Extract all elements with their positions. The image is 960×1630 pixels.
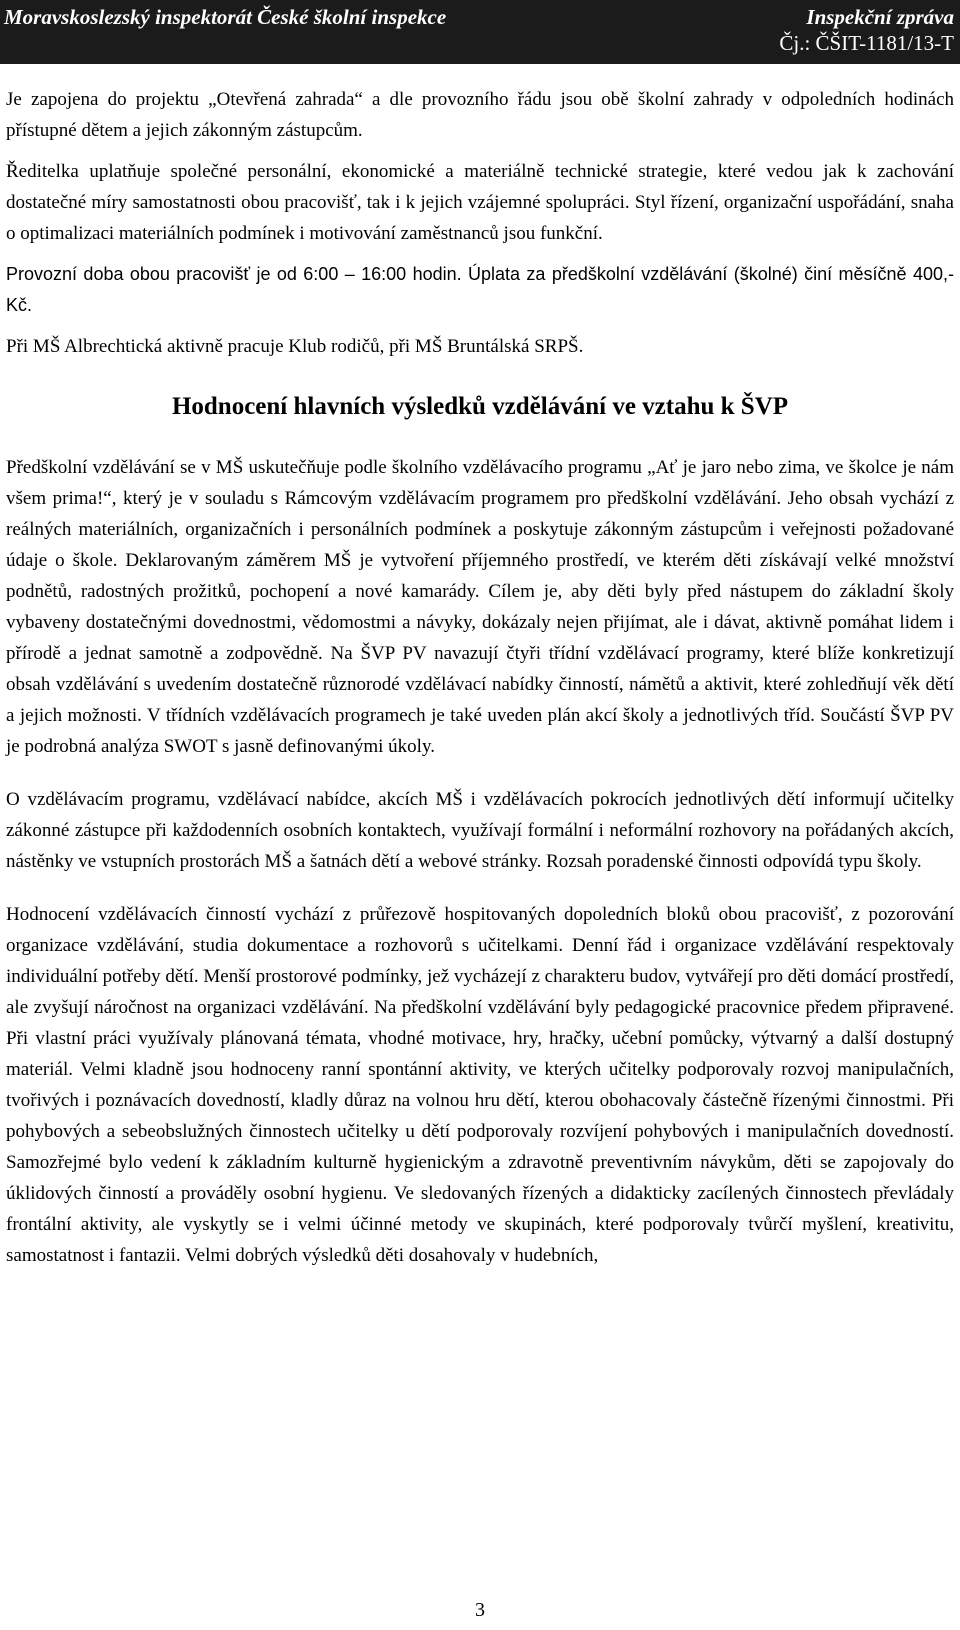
- header-right-block: [779, 4, 954, 56]
- paragraph-main-1: Předškolní vzdělávání se v MŠ uskutečňuje podle školního vzdělávacího programu „Ať je jaro nebo zima, ve školce je nám všem prima!“, který je v souladu s Rámcovým vzdělávacím programem pro předškolní vzdělávání. Jeho obsah vychází z reálných materiálních, organizačních i personálních podmínek a poskytuje zákonným zástupcům i veřejnosti požadované údaje o škole. Deklarovaným záměrem MŠ je vytvoření příjemného prostředí, ve kterém děti získávají velké množství podnětů, radostných prožitků, pochopení a nové kamarády. Cílem je, aby děti byly před nástupem do základní školy vybaveny dostatečnými dovednostmi, vědomostmi a návyky, dokázaly nejen přijímat, ale i dávat, aktivně pomáhat lidem i přírodě a jednat samotně a zodpovědně. Na ŠVP PV navazují čtyři třídní vzdělávací programy, které blíže konkretizují obsah vzdělávání s uvedením dostatečně různorodé vzdělávací nabídky činností, námětů a aktivit, které zohledňují věk dětí a jejich možnosti. V třídních vzdělávacích programech je také uveden plán akcí školy a jednotlivých tříd. Součástí ŠVP PV je podrobná analýza SWOT s jasně definovanými úkoly.: [6, 457, 954, 757]
- section-title: Hodnocení hlavních výsledků vzdělávání ve vztahu k ŠVP: [171, 393, 789, 420]
- header-reference: Čj.: ČŠIT-1181/13-T: [779, 31, 954, 55]
- document-body: [6, 84, 954, 1281]
- paragraph-main-3: Hodnocení vzdělávacích činností vychází z průřezově hospitovaných dopoledních bloků obou pracovišť, z pozorování organizace vzdělávání, studia dokumentace a rozhovorů s učitelkami. Denní řád i organizace vzdělávání respektovaly individuální potřeby dětí. Menší prostorové podmínky, jež vycházejí z charakteru budov, vytvářejí pro děti domácí prostředí, ale zvyšují náročnost na organizaci vzdělávání. Na předškolní vzdělávání byly pedagogické pracovnice předem připravené. Při vlastní práci využívaly plánovaná témata, vhodné motivace, hry, hračky, učební pomůcky, výtvarný a další dostupný materiál. Velmi kladně jsou hodnoceny ranní spontánní aktivity, ve kterých učitelky podporovaly rozvoj manipulačních, tvořivých i poznávacích dovedností, kladly důraz na volnou hru dětí, kterou obohacovaly částečně řízenými činnostmi. Při pohybových a sebeobslužných činnostech učitelky u dětí podporovaly rozvíjení pohybových i manipulačních dovedností. Samozřejmé bylo vedení k základním kulturně hygienickým a zdravotně preventivním návykům, děti se zapojovaly do úklidových činností a prováděly osobní hygienu. Ve sledovaných řízených a didakticky zacílených činnostech převládaly frontální aktivity, ale vyskytly se i velmi účinné metody ve skupinách, které podporovaly tvůrčí myšlení, kreativitu, samostatnost i fantazii. Velmi dobrých výsledků děti dosahovaly v hudebních,: [6, 904, 954, 1266]
- header-doc-type: Inspekční zpráva: [806, 5, 954, 29]
- paragraph-intro-2: Ředitelka uplatňuje společné personální, ekonomické a materiálně technické strategie, které vedou jak k zachování dostatečné míry samostatnosti obou pracovišť, tak i k jejich vzájemné spolupráci. Styl řízení, organizační uspořádání, snaha o optimalizaci materiálních podmínek i motivování zaměstnanců jsou funkční.: [6, 161, 954, 244]
- page-header: [0, 0, 960, 64]
- paragraph-intro-4: Při MŠ Albrechtická aktivně pracuje Klub rodičů, při MŠ Bruntálská SRPŠ.: [6, 336, 584, 357]
- paragraph-intro-3: Provozní doba obou pracovišť je od 6:00 – 16:00 hodin. Úplata za předškolní vzdělávání (školné) činí měsíčně 400,- Kč.: [6, 264, 954, 315]
- header-organization: Moravskoslezský inspektorát České školní inspekce: [4, 5, 447, 29]
- paragraph-intro-1: Je zapojena do projektu „Otevřená zahrada“ a dle provozního řádu jsou obě školní zahrady v odpoledních hodinách přístupné dětem a jejich zákonným zástupcům.: [6, 89, 954, 141]
- paragraph-main-2: O vzdělávacím programu, vzdělávací nabídce, akcích MŠ i vzdělávacích pokrocích jednotlivých dětí informují učitelky zákonné zástupce při každodenních osobních kontaktech, využívají formální i neformální rozhovory na pořádaných akcích, nástěnky ve vstupních prostorách MŠ a šatnách dětí a webové stránky. Rozsah poradenské činnosti odpovídá typu školy.: [6, 789, 954, 872]
- page-number: 3: [475, 1599, 485, 1621]
